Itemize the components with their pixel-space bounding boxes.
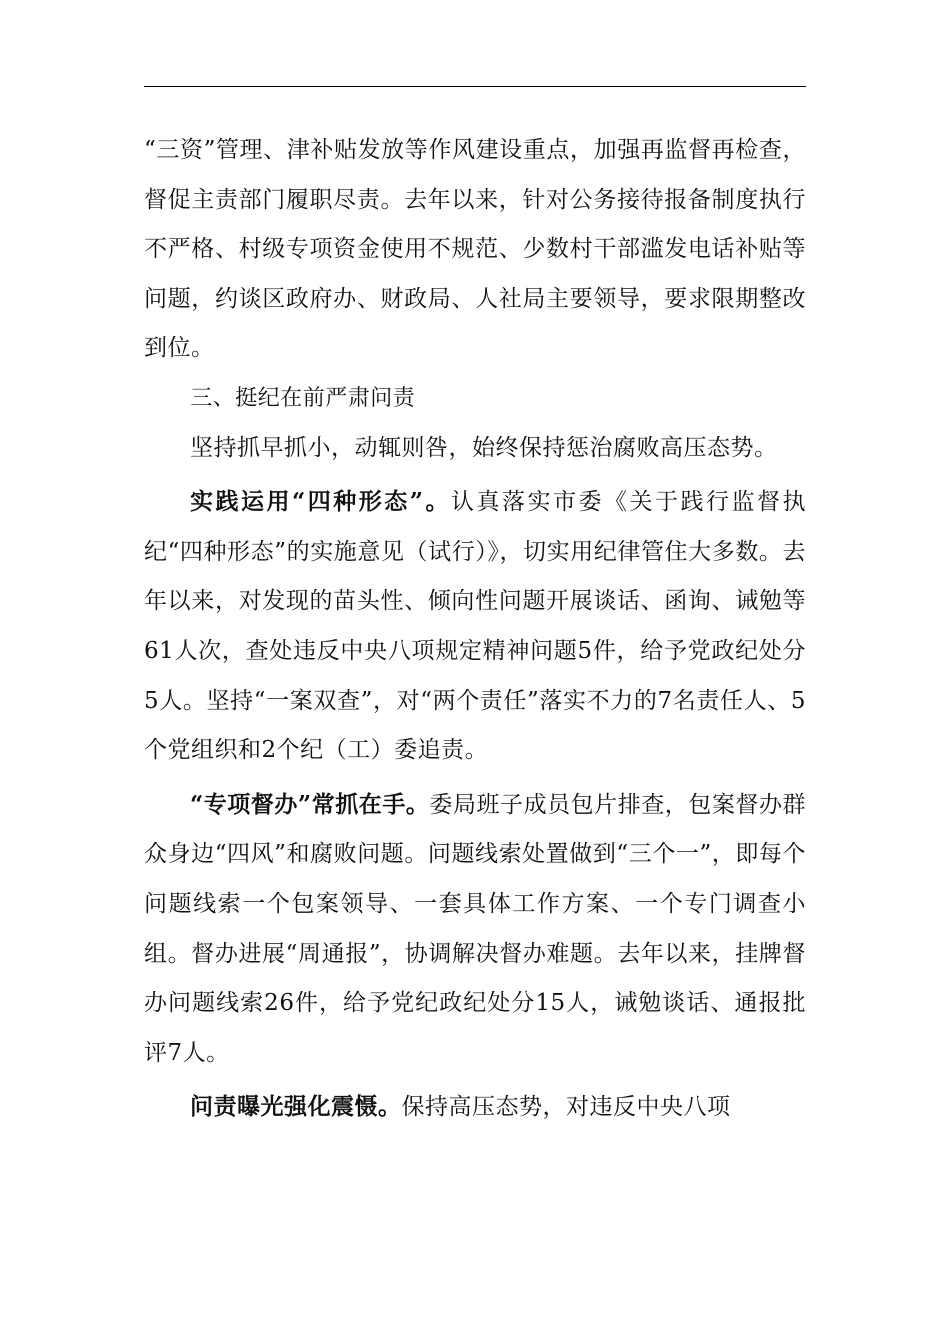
paragraph-lead-accountability: 问责曝光强化震慑。 (190, 1093, 402, 1121)
paragraph-lead-four-forms: 实践运用“四种形态”。 (190, 488, 451, 516)
section-heading: 三、挺纪在前严肃问责 (190, 385, 416, 411)
paragraph-text-four-forms: 认真落实市委《关于践行监督执纪“四种形态”的实施意见（试行）》，切实用纪律管住大多数。去年以来，对发现的苗头性、倾向性问题开展谈话、函询、诫勉等61人次，查处违反中央八项规定精神问题5件，给予党政纪处分5人。坚持“一案双查”，对“两个责任”落实不力的7名责任人、5个党组织和2个纪（工）委追责。 (144, 489, 807, 764)
document-body (144, 126, 806, 1133)
paragraph-four-forms (144, 477, 806, 776)
paragraph-lead-special-supervision: “专项督办”常抓在手。 (190, 790, 430, 818)
paragraph-continued: “三资”管理、津补贴发放等作风建设重点，加强再监督再检查，督促主责部门履职尽责。去年以来，针对公务接待报备制度执行不严格、村级专项资金使用不规范、少数村干部滥发电话补贴等问题，约谈区政府办、财政局、人社局主要领导，要求限期整改到位。 (144, 137, 806, 362)
paragraph-text-special-supervision: 委局班子成员包片排查，包案督办群众身边“四风”和腐败问题。问题线索处置做到“三个一”，即每个问题线索一个包案领导、一套具体工作方案、一个专门调查小组。督办进展“周通报”，协调解决督办难题。去年以来，挂牌督办问题线索26件，给予党纪政纪处分15人，诫勉谈话、通报批评7人。 (144, 791, 807, 1066)
paragraph-text-accountability: 保持高压态势，对违反中央八项 (401, 1094, 731, 1121)
paragraph-intro: 坚持抓早抓小，动辄则咎，始终保持惩治腐败高压态势。 (190, 434, 778, 461)
header-rule (144, 86, 806, 87)
paragraph-accountability (144, 1082, 806, 1133)
paragraph-special-supervision (144, 780, 806, 1079)
